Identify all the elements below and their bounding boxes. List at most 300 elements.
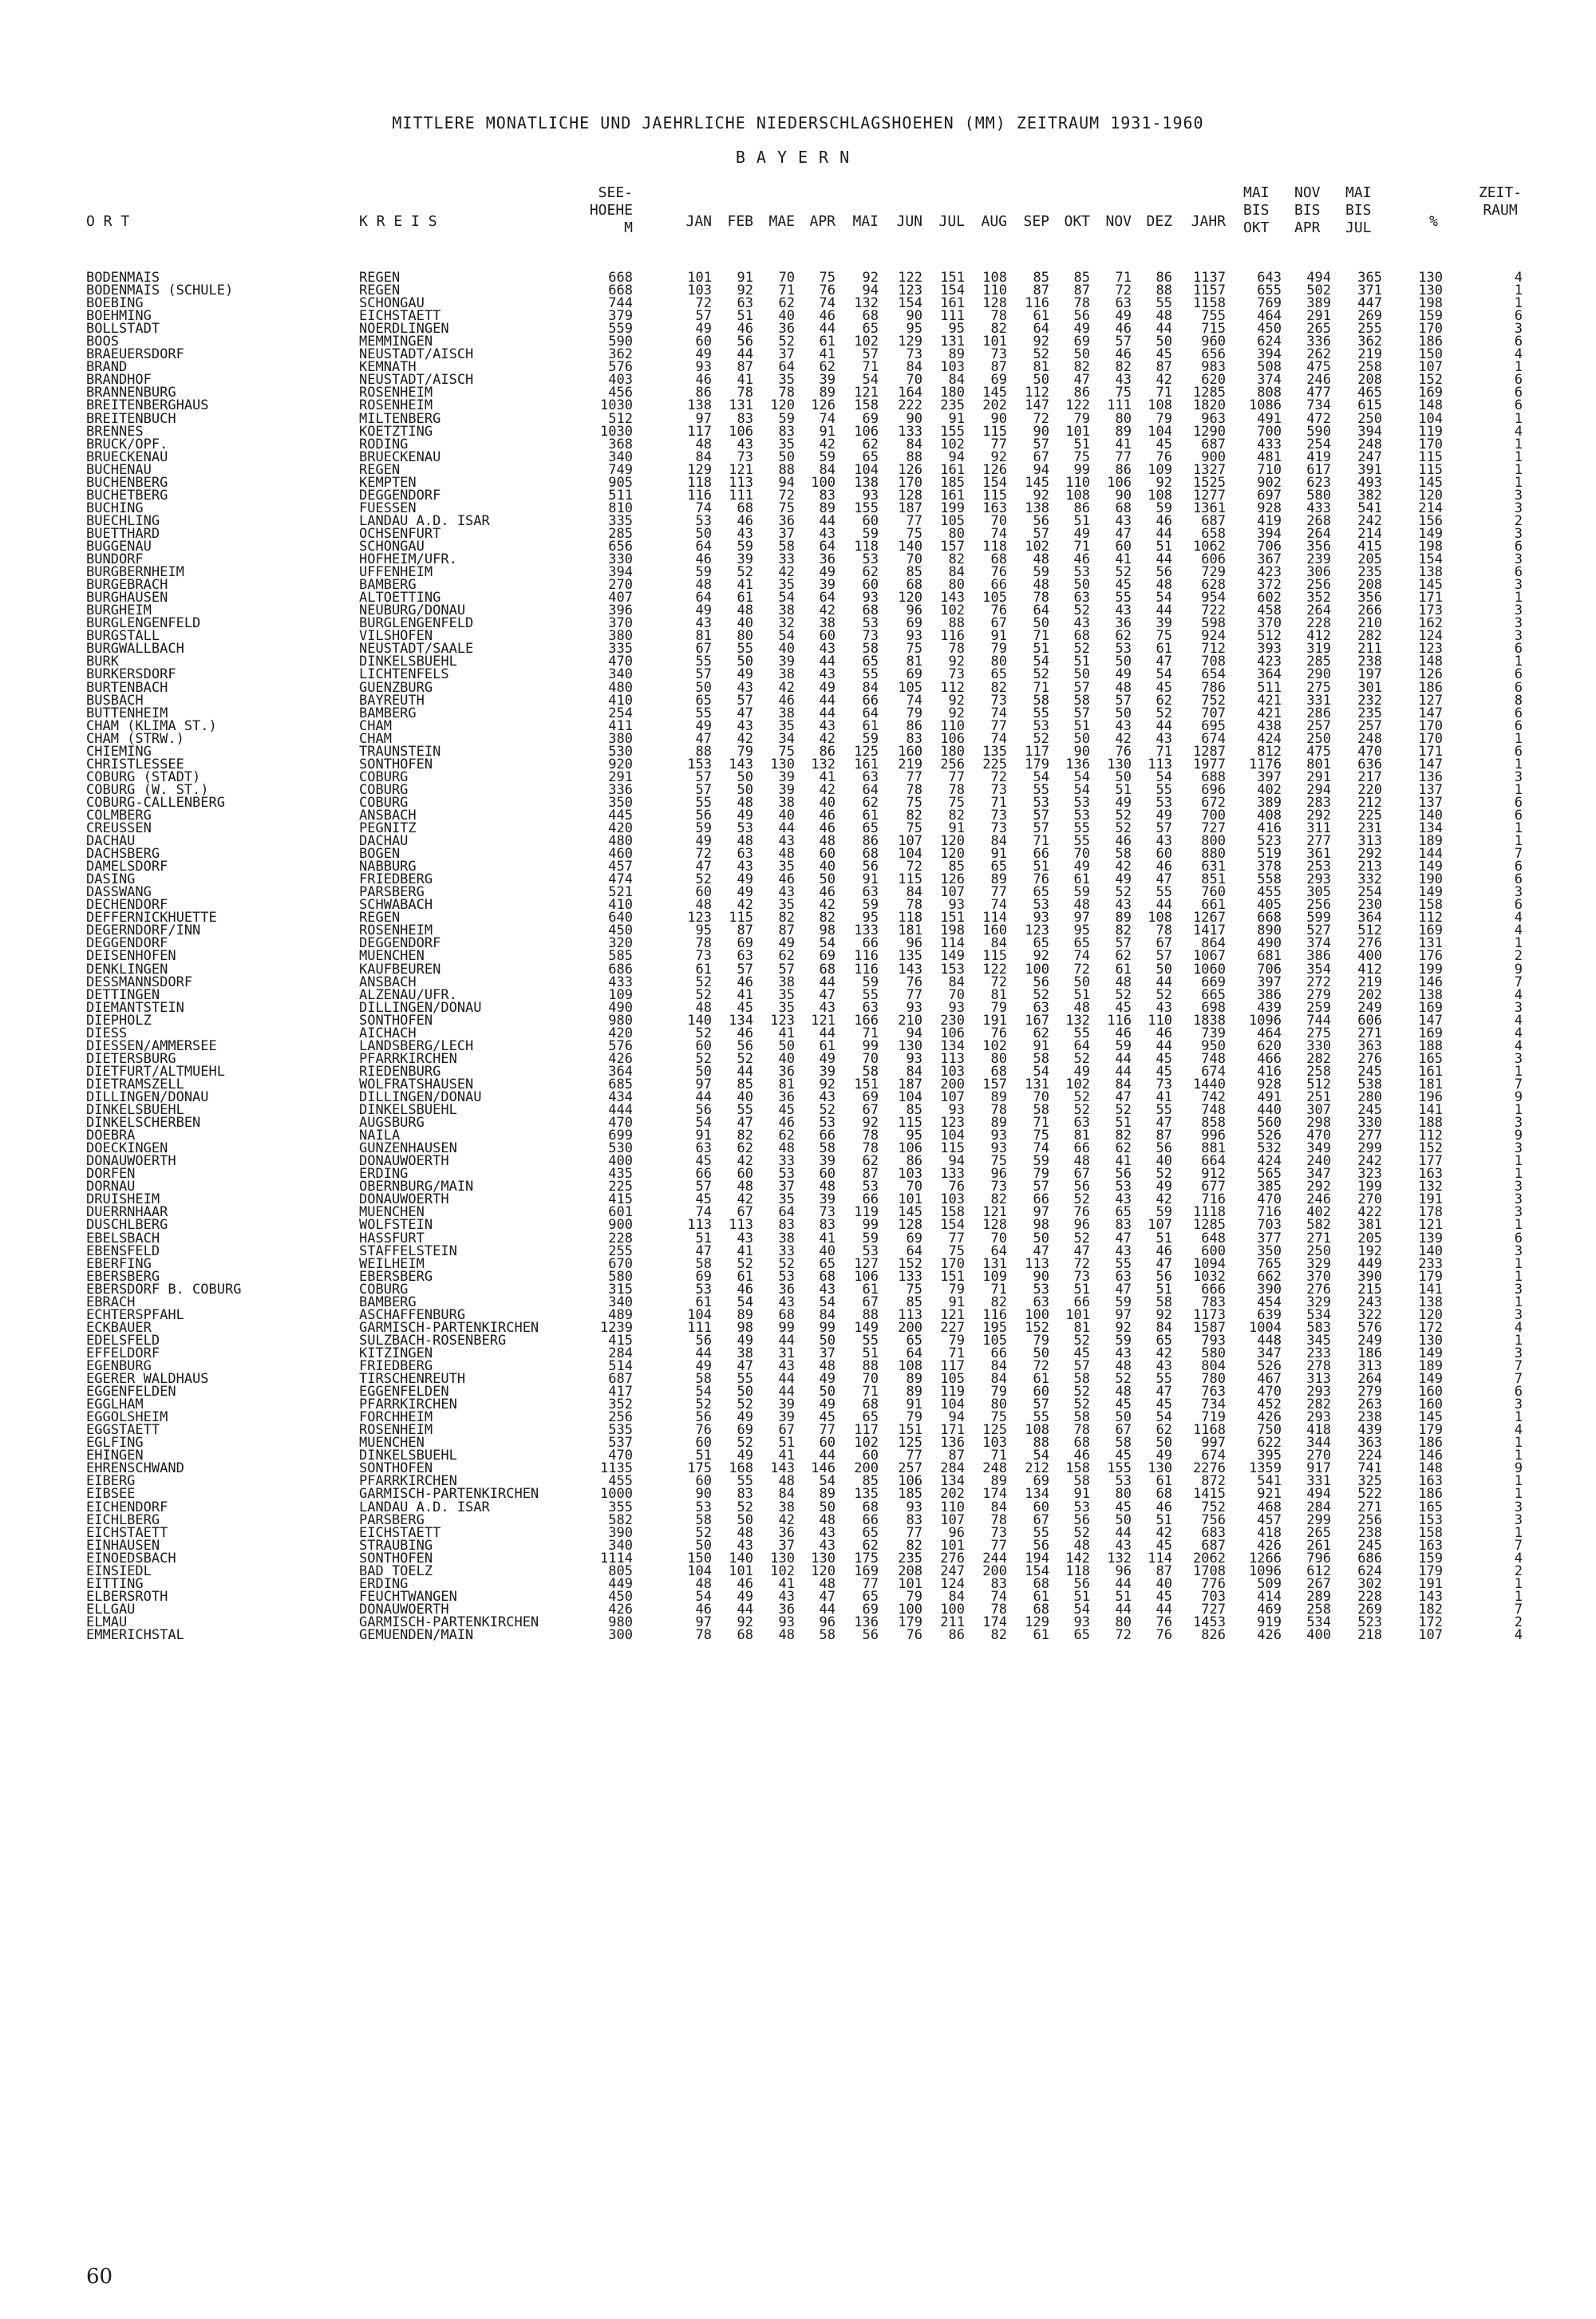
cell-nov-apr: 254 [1306,436,1331,452]
cell-mai-jul: 615 [1357,397,1382,414]
cell-mai-jul: 214 [1357,525,1382,542]
cell-seehoehe: 225 [608,1179,633,1195]
cell-feb: 115 [729,910,753,926]
cell-nov-apr: 293 [1306,1384,1331,1400]
cell-dez: 49 [1156,1448,1172,1464]
cell-jul: 126 [940,871,965,888]
cell-jan: 123 [687,910,712,926]
cell-dez: 52 [1156,986,1172,1003]
table-row [0,577,1596,594]
cell-dez: 54 [1156,590,1172,606]
cell-mai-okt: 1086 [1249,397,1282,414]
cell-feb: 87 [737,359,753,376]
cell-dez: 75 [1156,628,1172,645]
cell-dez: 45 [1156,1397,1172,1413]
cell-ort: DIEMANTSTEIN [86,999,184,1016]
cell-jul: 104 [940,1128,965,1144]
table-row [0,1102,1596,1119]
cell-jahr: 1587 [1193,1319,1226,1336]
cell-nov: 57 [1115,334,1132,350]
cell-mai: 78 [862,1128,879,1144]
cell-mai-jul: 276 [1357,1050,1382,1067]
cell-jun: 96 [906,602,922,619]
cell-seehoehe: 315 [608,1281,633,1298]
table-header [0,180,1596,251]
cell-apr: 68 [819,1268,836,1285]
cell-sep: 67 [1033,448,1049,465]
cell-dez: 47 [1156,871,1172,888]
cell-mai: 71 [862,1384,879,1400]
cell-sep: 57 [1033,820,1049,837]
cell-sep: 76 [1033,871,1049,888]
cell-percent: 163 [1418,1473,1443,1490]
cell-apr: 58 [819,1140,836,1157]
cell-jahr: 872 [1201,1473,1226,1490]
cell-jul: 199 [940,500,965,516]
cell-feb: 49 [737,666,753,683]
cell-feb: 49 [737,807,753,824]
cell-dez: 39 [1156,615,1172,632]
cell-jun: 125 [898,1435,922,1452]
cell-mai: 136 [854,1614,879,1630]
cell-jan: 58 [695,1511,712,1528]
cell-jan: 56 [695,1102,712,1119]
cell-dez: 46 [1156,859,1172,875]
cell-nov: 52 [1115,564,1132,581]
cell-mai-jul: 192 [1357,1242,1382,1259]
cell-ort: BURGLENGENFELD [86,615,201,632]
cell-seehoehe: 489 [608,1306,633,1323]
cell-percent: 199 [1418,961,1443,978]
cell-mai-okt: 470 [1257,1384,1282,1400]
cell-feb: 53 [737,820,753,837]
cell-seehoehe: 576 [608,1037,633,1054]
cell-apr: 48 [819,1575,836,1592]
cell-mai-jul: 269 [1357,308,1382,325]
cell-jul: 78 [948,781,965,798]
cell-okt: 55 [1073,1025,1090,1041]
cell-sep: 50 [1033,372,1049,389]
cell-jahr: 858 [1201,1115,1226,1132]
cell-apr: 43 [819,999,836,1016]
cell-aug: 74 [990,705,1007,721]
cell-mae: 88 [778,461,795,478]
cell-kreis: DONAUWOERTH [359,1191,449,1208]
cell-jun: 257 [898,1460,922,1477]
table-row [0,986,1596,1003]
cell-nov: 45 [1115,1499,1132,1515]
cell-mae: 37 [778,1537,795,1554]
cell-sep: 56 [1033,974,1049,990]
cell-mae: 36 [778,1601,795,1618]
cell-kreis: BRUECKENAU [359,448,441,465]
cell-nov: 43 [1115,897,1132,914]
cell-jul: 153 [940,961,965,978]
cell-mai: 88 [862,1357,879,1374]
cell-sep: 53 [1033,897,1049,914]
cell-sep: 57 [1033,1397,1049,1413]
cell-nov: 50 [1115,654,1132,670]
cell-feb: 60 [737,1166,753,1183]
cell-jahr: 752 [1201,692,1226,709]
cell-dez: 49 [1156,1179,1172,1195]
cell-aug: 68 [990,1063,1007,1080]
cell-mai-okt: 448 [1257,1332,1282,1349]
cell-jan: 140 [687,1012,712,1029]
cell-percent: 107 [1418,1626,1443,1643]
cell-kreis: FRIEDBERG [359,1357,433,1374]
cell-jul: 79 [948,1332,965,1349]
cell-jahr: 780 [1201,1371,1226,1388]
cell-jun: 107 [898,833,922,850]
cell-okt: 48 [1073,897,1090,914]
cell-nov: 41 [1115,1153,1132,1170]
cell-zeitraum: 9 [1514,1460,1523,1477]
cell-mae: 43 [778,833,795,850]
cell-seehoehe: 109 [608,986,633,1003]
cell-percent: 132 [1418,1179,1443,1195]
cell-nov: 45 [1115,1397,1132,1413]
cell-aug: 174 [982,1486,1007,1503]
cell-nov-apr: 580 [1306,487,1331,504]
cell-jun: 187 [898,1076,922,1092]
cell-jun: 75 [906,1281,922,1298]
cell-nov-apr: 527 [1306,922,1331,939]
cell-mae: 59 [778,410,795,427]
cell-jahr: 719 [1201,1409,1226,1426]
cell-okt: 132 [1065,1012,1090,1029]
cell-percent: 165 [1418,1050,1443,1067]
cell-ort: EICHSTAETT [86,1524,168,1541]
cell-jahr: 1440 [1193,1076,1226,1092]
cell-jahr: 683 [1201,1524,1226,1541]
cell-jan: 84 [695,448,712,465]
cell-okt: 122 [1065,397,1090,414]
table-row [0,1398,1596,1411]
cell-percent: 138 [1418,564,1443,581]
cell-kreis: ROSENHEIM [359,385,433,401]
cell-sep: 57 [1033,436,1049,452]
cell-aug: 195 [982,1319,1007,1336]
cell-kreis: KEMPTEN [359,474,417,491]
cell-mai-jul: 381 [1357,1217,1382,1234]
cell-dez: 44 [1156,1037,1172,1054]
cell-feb: 46 [737,1025,753,1041]
cell-aug: 115 [982,487,1007,504]
cell-mae: 62 [778,948,795,965]
table-row [0,1217,1596,1234]
cell-seehoehe: 340 [608,448,633,465]
cell-mai-jul: 576 [1357,1319,1382,1336]
cell-mai-jul: 208 [1357,577,1382,594]
cell-feb: 83 [737,410,753,427]
cell-mai-okt: 541 [1257,1473,1282,1490]
cell-mae: 64 [778,359,795,376]
cell-jun: 77 [906,512,922,529]
cell-mai-okt: 668 [1257,910,1282,926]
cell-zeitraum: 1 [1514,474,1523,491]
cell-mae: 43 [778,1357,795,1374]
cell-mai-okt: 490 [1257,935,1282,952]
cell-jul: 103 [940,1063,965,1080]
cell-jul: 104 [940,1397,965,1413]
cell-seehoehe: 530 [608,743,633,760]
cell-mae: 35 [778,999,795,1016]
cell-aug: 90 [990,410,1007,427]
cell-jan: 150 [687,1550,712,1566]
cell-seehoehe: 511 [608,487,633,504]
cell-mai-okt: 418 [1257,1524,1282,1541]
cell-nov: 63 [1115,295,1132,312]
cell-jul: 77 [948,1230,965,1246]
cell-jan: 50 [695,525,712,542]
cell-sep: 113 [1025,1255,1049,1272]
cell-seehoehe: 457 [608,859,633,875]
cell-dez: 51 [1156,538,1172,555]
cell-feb: 39 [737,551,753,568]
cell-mae: 44 [778,820,795,837]
cell-seehoehe: 686 [608,961,633,978]
cell-jan: 48 [695,999,712,1016]
cell-mai-okt: 464 [1257,308,1282,325]
cell-ort: BURGWALLBACH [86,641,184,658]
cell-sep: 152 [1025,1319,1049,1336]
cell-jul: 110 [940,1499,965,1515]
cell-ort: DENKLINGEN [86,961,168,978]
cell-percent: 112 [1418,910,1443,926]
cell-jul: 121 [940,1306,965,1323]
cell-seehoehe: 256 [608,1409,633,1426]
cell-mae: 46 [778,692,795,709]
cell-sep: 145 [1025,474,1049,491]
cell-dez: 44 [1156,1601,1172,1618]
cell-sep: 79 [1033,1332,1049,1349]
cell-jun: 208 [898,1562,922,1579]
cell-nov-apr: 418 [1306,1422,1331,1439]
cell-zeitraum: 4 [1514,1012,1523,1029]
cell-percent: 121 [1418,1217,1443,1234]
cell-mai: 151 [854,1076,879,1092]
cell-zeitraum: 6 [1514,372,1523,389]
cell-mai-jul: 301 [1357,679,1382,696]
cell-nov-apr: 744 [1306,1012,1331,1029]
cell-mai-okt: 532 [1257,1140,1282,1157]
cell-mai: 56 [862,1626,879,1643]
cell-okt: 50 [1073,577,1090,594]
cell-jan: 54 [695,1115,712,1132]
cell-mae: 68 [778,1306,795,1323]
cell-mai-jul: 439 [1357,1422,1382,1439]
cell-nov: 50 [1115,768,1132,785]
cell-mai: 54 [862,372,879,389]
cell-mai-okt: 454 [1257,1294,1282,1310]
cell-aug: 78 [990,1511,1007,1528]
cell-jun: 75 [906,525,922,542]
cell-seehoehe: 1114 [600,1550,633,1566]
cell-nov-apr: 590 [1306,423,1331,440]
cell-aug: 160 [982,922,1007,939]
cell-mai-jul: 224 [1357,1448,1382,1464]
cell-nov-apr: 470 [1306,1128,1331,1144]
cell-feb: 69 [737,935,753,952]
cell-seehoehe: 396 [608,602,633,619]
cell-nov: 46 [1115,321,1132,338]
cell-aug: 89 [990,1089,1007,1105]
cell-nov-apr: 279 [1306,986,1331,1003]
cell-ort: DASING [86,871,136,888]
cell-jahr: 648 [1201,1230,1226,1246]
cell-percent: 156 [1418,512,1443,529]
cell-sep: 147 [1025,397,1049,414]
header-percent: % [1429,213,1438,230]
cell-jul: 161 [940,295,965,312]
cell-feb: 42 [737,897,753,914]
cell-jahr: 666 [1201,1281,1226,1298]
cell-feb: 42 [737,1153,753,1170]
cell-apr: 39 [819,1153,836,1170]
cell-dez: 45 [1156,679,1172,696]
cell-seehoehe: 417 [608,1384,633,1400]
cell-aug: 225 [982,756,1007,772]
cell-jul: 84 [948,1588,965,1605]
cell-zeitraum: 4 [1514,423,1523,440]
cell-dez: 43 [1156,730,1172,747]
cell-mae: 36 [778,321,795,338]
cell-ort: DEISENHOFEN [86,948,176,965]
cell-dez: 73 [1156,1076,1172,1092]
cell-mai-jul: 238 [1357,654,1382,670]
cell-jan: 50 [695,679,712,696]
cell-nov-apr: 258 [1306,1601,1331,1618]
cell-kreis: SONTHOFEN [359,1460,433,1477]
header-jahr: JAHR [1191,213,1226,230]
cell-mai-okt: 426 [1257,1409,1282,1426]
table-row [0,372,1596,389]
cell-nov: 50 [1115,1511,1132,1528]
cell-jul: 149 [940,948,965,965]
cell-zeitraum: 2 [1514,948,1523,965]
cell-jan: 49 [695,346,712,363]
cell-mai-okt: 424 [1257,730,1282,747]
cell-aug: 79 [990,999,1007,1016]
cell-feb: 73 [737,448,753,465]
cell-apr: 64 [819,590,836,606]
cell-jun: 75 [906,794,922,811]
cell-feb: 63 [737,948,753,965]
cell-mae: 43 [778,884,795,901]
cell-aug: 74 [990,897,1007,914]
cell-percent: 172 [1418,1614,1443,1630]
cell-kreis: ERDING [359,1575,409,1592]
cell-ort: ELBERSROTH [86,1588,168,1605]
cell-nov-apr: 294 [1306,781,1331,798]
cell-zeitraum: 3 [1514,1281,1523,1298]
table-row [0,963,1596,976]
cell-okt: 52 [1073,602,1090,619]
cell-nov-apr: 272 [1306,974,1331,990]
cell-percent: 181 [1418,1076,1443,1092]
cell-okt: 118 [1065,1562,1090,1579]
cell-dez: 55 [1156,884,1172,901]
cell-kreis: LANDAU A.D. ISAR [359,1499,490,1515]
cell-nov: 45 [1115,577,1132,594]
cell-mai-okt: 370 [1257,615,1282,632]
cell-aug: 128 [982,1217,1007,1234]
cell-zeitraum: 3 [1514,1306,1523,1323]
cell-apr: 49 [819,1050,836,1067]
cell-nov: 43 [1115,1345,1132,1361]
cell-seehoehe: 590 [608,334,633,350]
cell-seehoehe: 537 [608,1435,633,1452]
cell-jahr: 2062 [1193,1550,1226,1566]
cell-okt: 59 [1073,884,1090,901]
cell-dez: 55 [1156,781,1172,798]
cell-jun: 64 [906,1242,922,1259]
table-row [0,641,1596,658]
cell-apr: 43 [819,641,836,658]
cell-okt: 78 [1073,1422,1090,1439]
cell-mai-jul: 522 [1357,1486,1382,1503]
cell-dez: 52 [1156,705,1172,721]
cell-ort: DILLINGEN/DONAU [86,1089,209,1105]
cell-feb: 42 [737,1191,753,1208]
cell-nov: 52 [1115,884,1132,901]
cell-kreis: COBURG [359,794,409,811]
cell-jun: 73 [906,346,922,363]
cell-kreis: KAUFBEUREN [359,961,441,978]
cell-jahr: 1327 [1193,461,1226,478]
cell-nov-apr: 313 [1306,1371,1331,1388]
cell-mai-okt: 508 [1257,359,1282,376]
cell-seehoehe: 364 [608,1063,633,1080]
cell-jul: 106 [940,730,965,747]
cell-okt: 52 [1073,641,1090,658]
cell-nov-apr: 347 [1306,1166,1331,1183]
cell-nov: 48 [1115,679,1132,696]
cell-mai-jul: 277 [1357,1128,1382,1144]
cell-nov-apr: 275 [1306,679,1331,696]
cell-okt: 96 [1073,1217,1090,1234]
cell-aug: 135 [982,743,1007,760]
cell-zeitraum: 1 [1514,448,1523,465]
cell-ort: DEGGENDORF [86,935,168,952]
cell-kreis: KITZINGEN [359,1345,433,1361]
cell-jun: 95 [906,1128,922,1144]
cell-mai-okt: 655 [1257,282,1282,299]
table-row [0,1193,1596,1206]
cell-sep: 53 [1033,794,1049,811]
cell-nov: 97 [1115,1306,1132,1323]
cell-kreis: STAFFELSTEIN [359,1242,457,1259]
cell-ort: DECHENDORF [86,897,168,914]
table-row [0,745,1596,758]
cell-mai-jul: 636 [1357,756,1382,772]
table-row [0,1357,1596,1374]
cell-apr: 42 [819,436,836,452]
cell-sep: 51 [1033,641,1049,658]
cell-feb: 55 [737,641,753,658]
cell-apr: 46 [819,884,836,901]
cell-nov-apr: 262 [1306,346,1331,363]
cell-aug: 79 [990,1384,1007,1400]
cell-okt: 58 [1073,1371,1090,1388]
cell-aug: 73 [990,346,1007,363]
cell-kreis: GARMISCH-PARTENKIRCHEN [359,1319,539,1336]
cell-mai: 93 [862,487,879,504]
cell-kreis: FEUCHTWANGEN [359,1588,457,1605]
cell-apr: 66 [819,1128,836,1144]
cell-kreis: DACHAU [359,833,409,850]
